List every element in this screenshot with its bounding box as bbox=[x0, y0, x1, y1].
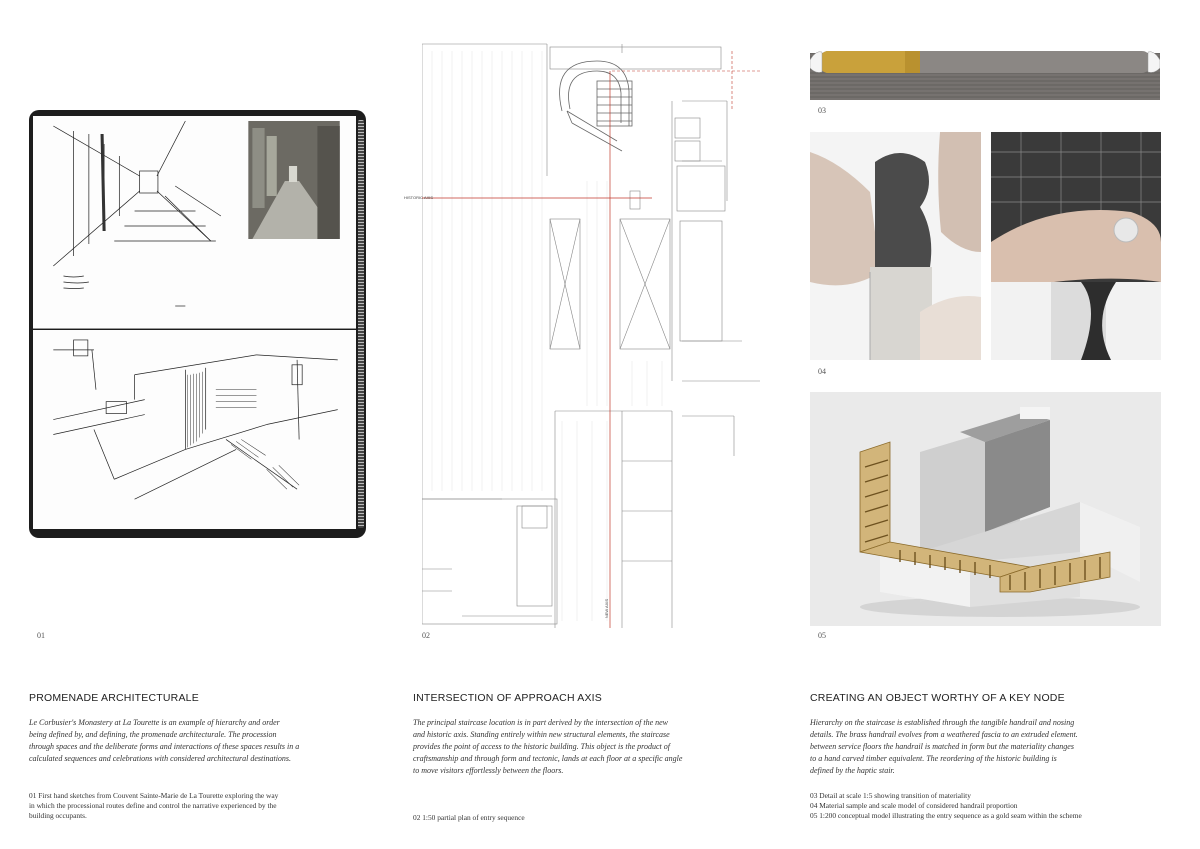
body-line: to a hand carved timber equivalent. The reordering of the historic building is bbox=[810, 754, 1057, 763]
handrail-transition-drawing bbox=[810, 48, 1160, 100]
historic-axis-label: HISTORIC AXIS bbox=[404, 195, 434, 200]
heading-promenade: PROMENADE ARCHITECTURALE bbox=[29, 692, 199, 704]
sketchbook-image bbox=[29, 110, 366, 538]
new-axis-label: NEW AXIS bbox=[604, 598, 610, 619]
caption-line: 05 1:200 conceptual model illustrating the entry sequence as a gold seam within the scheme bbox=[810, 811, 1082, 820]
caption-line: 03 Detail at scale 1:5 showing transition of materiality bbox=[810, 791, 971, 800]
heading-approach-axis: INTERSECTION OF APPROACH AXIS bbox=[413, 692, 603, 704]
figure-number-03: 03 bbox=[818, 106, 826, 115]
caption-03-05 bbox=[810, 791, 1190, 821]
gold-seam-model-image bbox=[810, 392, 1161, 626]
figure-number-05: 05 bbox=[818, 631, 826, 640]
circulation-sketch bbox=[33, 330, 356, 529]
body-line: through spaces and the deliberate forms and interactions of these spaces results in a bbox=[29, 742, 300, 751]
caption-line: building occupants. bbox=[29, 811, 87, 820]
body-line: details. The brass handrail evolves from a weathered fascia to an extruded element. bbox=[810, 730, 1078, 739]
body-line: Hierarchy on the staircase is established through the tangible handrail and nosing bbox=[810, 718, 1075, 727]
sketchbook-top-page bbox=[33, 116, 356, 329]
plan-drawing bbox=[422, 41, 760, 628]
body-approach-axis bbox=[413, 717, 753, 777]
body-line: between service floors the handrail is matched in form but the materiality changes bbox=[810, 742, 1074, 751]
caption-01 bbox=[29, 791, 369, 821]
figure-number-04: 04 bbox=[818, 367, 826, 376]
body-line: defined by the haptic stair. bbox=[810, 766, 895, 775]
caption-02 bbox=[413, 813, 753, 823]
sketchbook-bottom-page bbox=[33, 330, 356, 529]
caption-line: in which the processional routes define and control the narrative experienced by the bbox=[29, 801, 277, 810]
body-line: The principal staircase location is in part derived by the intersection of the new bbox=[413, 718, 668, 727]
caption-line: 01 First hand sketches from Couvent Sainte-Marie de La Tourette exploring the way bbox=[29, 791, 279, 800]
body-line: calculated sequences and celebrations with considered architectural destinations. bbox=[29, 754, 292, 763]
body-line: and historic axis. Standing entirely within new structural elements, the staircase bbox=[413, 730, 670, 739]
sketchbook-binding-edge bbox=[358, 120, 364, 528]
body-key-node bbox=[810, 717, 1170, 777]
body-line: craftsmanship and through form and tectonic, lands at each floor at a specific angle bbox=[413, 754, 683, 763]
caption-line: 04 Material sample and scale model of considered handrail proportion bbox=[810, 801, 1018, 810]
entry-sequence-plan bbox=[404, 41, 760, 628]
ring-hand-model-photo bbox=[991, 132, 1161, 360]
staircase-symbol bbox=[560, 61, 632, 151]
body-line: Le Corbusier's Monastery at La Tourette is an example of hierarchy and order bbox=[29, 718, 280, 727]
figure-number-02: 02 bbox=[422, 631, 430, 640]
body-line: to move visitors effortlessly between the floors. bbox=[413, 766, 564, 775]
caption-line: 02 1:50 partial plan of entry sequence bbox=[413, 813, 525, 822]
heading-key-node: CREATING AN OBJECT WORTHY OF A KEY NODE bbox=[810, 692, 1065, 704]
corridor-sketch bbox=[33, 116, 356, 328]
body-line: being defined by, and defining, the promenade architecturale. The procession bbox=[29, 730, 277, 739]
handrail-sample-image bbox=[810, 132, 981, 360]
conceptual-model-photo bbox=[810, 392, 1161, 626]
scale-model-image bbox=[991, 132, 1161, 360]
body-promenade bbox=[29, 717, 369, 765]
hand-holding-sample-photo bbox=[810, 132, 981, 360]
handrail-detail-image bbox=[810, 48, 1160, 100]
body-line: provides the point of access to the historic building. This object is the product of bbox=[413, 742, 670, 751]
figure-number-01: 01 bbox=[37, 631, 45, 640]
